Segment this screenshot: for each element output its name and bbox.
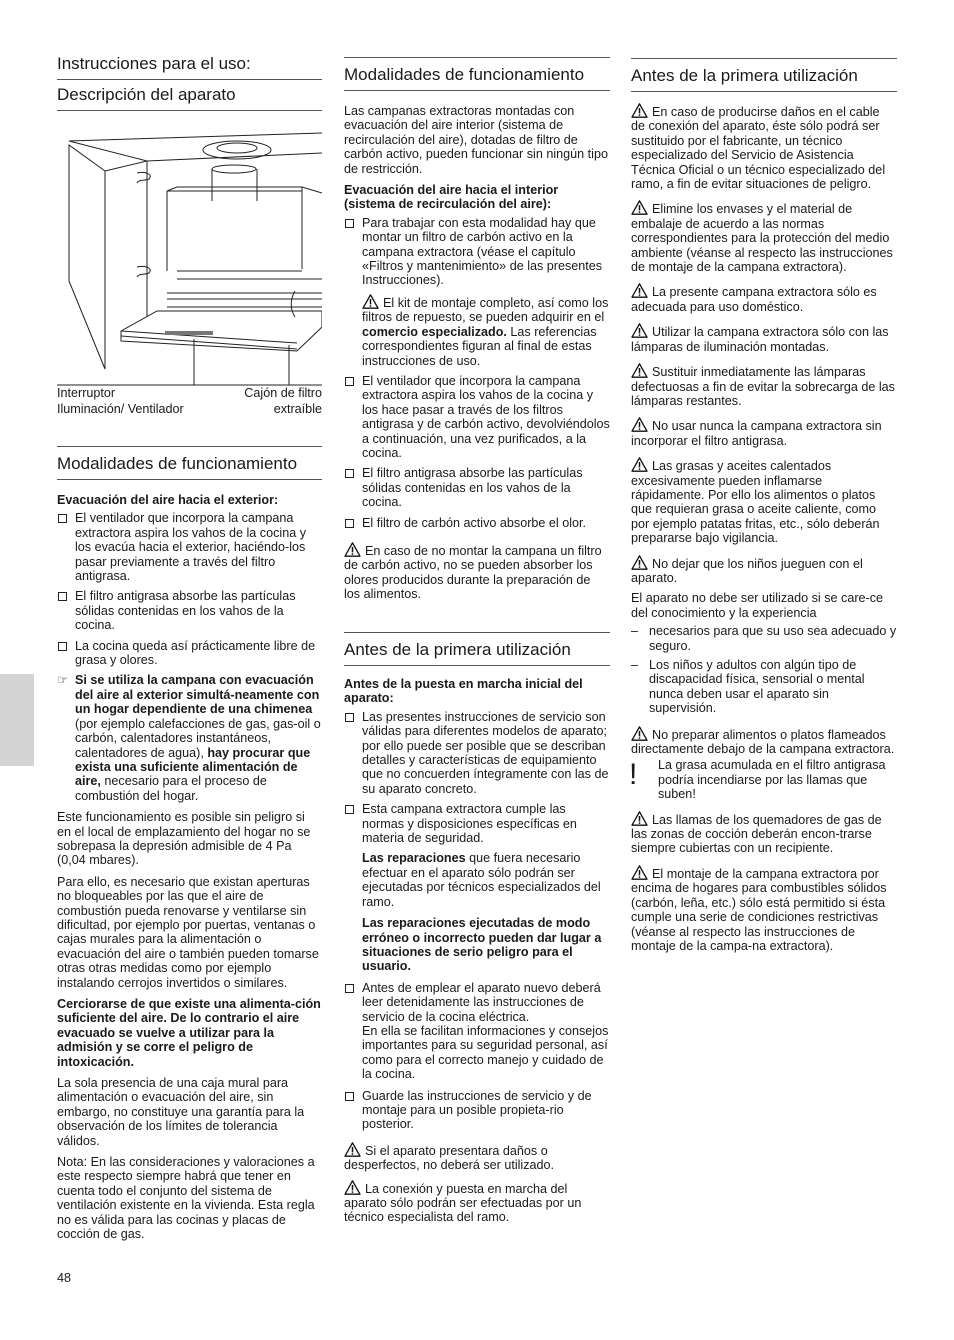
paragraph: En ella se facilitan informaciones y consejos importantes para su seguridad personal, así como para el correcto manejo y cuidado de la cocina. (362, 1023, 609, 1082)
hood-figure (57, 131, 322, 391)
warning-children: No dejar que los niños jueguen con el aparato. (631, 556, 863, 585)
warning-icon (631, 811, 648, 826)
heading-description: Descripción del aparato (57, 85, 322, 111)
warning-icon (631, 555, 648, 570)
warning-icon (362, 294, 379, 309)
warning-icon (631, 457, 648, 472)
heading-operating-modes-2: Modalidades de funcionamiento (344, 57, 610, 91)
subheading-exhaust: Evacuación del aire hacia el exterior: (57, 493, 279, 507)
paragraph: Nota: En las consideraciones y valoraciones a este respecto siempre habrá que tener en cuenta todo el conjunto del sistema de ventilación existente en la vivienda. Esta regla no es válida para las cocinas y placas de cocción de gas. (57, 1155, 315, 1242)
list-item: Guarde las instrucciones de servicio y de montaje para un posible propieta-rio posterior. (344, 1089, 610, 1132)
pointing-hand-icon: ☞ (57, 673, 69, 688)
warning-icon (631, 417, 648, 432)
paragraph: Este funcionamiento es posible sin peligro si en el local de emplazamiento del hogar no se sobrepasa la depresión admisible de 4 Pa (0,04 mbares). (57, 810, 311, 868)
label-switch: Interruptor (57, 386, 116, 400)
list-item: Para trabajar con esta modalidad hay que montar un filtro de carbón activo en la campana extractora (véase el capítulo «Filtros y mantenimiento» de las presentes Instrucciones). (344, 216, 610, 288)
repairs-note: Las reparaciones que fuera necesario efectuar en el aparato sólo podrán ser ejecutadas por técnicos especializados del ramo. (362, 851, 601, 909)
hood-illustration (57, 131, 322, 391)
warning-packaging: Elimine los envases y el material de embalaje de acuerdo a las normas correspondientes para la protección del medio ambiente (véanse al respecto las instrucciones de montaje de la campana extractora). (631, 202, 893, 275)
chimney-note: ☞ Si se utiliza la campana con evacuación del aire al exterior simultá-neamente con un hogar dependiente de una chimenea (por ejemplo calefacciones de gas, gas-oil o carbón, calentadores instantáneos, calentadores de agua), hay procurar que exista una suficiente alimentación de aire, necesario para el proceso de combustión del hogar. (57, 673, 321, 803)
list-item: El filtro antigrasa absorbe las partículas sólidas contenidas en los vahos de la cocina. (57, 589, 322, 632)
list-item: Esta campana extractora cumple las normas y disposiciones específicas en materia de seguridad. (344, 802, 610, 845)
list-item: El filtro antigrasa absorbe las partículas sólidas contenidas en los vahos de la cocina. (344, 466, 610, 509)
list-item: El ventilador que incorpora la campana extractora aspira los vahos de la cocina y los hace pasar a través de los filtros antigrasa y de carbón activo, devolviéndolos a continuación, una vez purificados, a la cocina. (344, 374, 610, 460)
warning-gas-flames: Las llamas de los quemadores de gas de las zonas de cocción deberán encon-trarse siempre cubiertas con un recipiente. (631, 812, 882, 856)
warning-paragraph: Cerciorarse de que existe una alimenta-ción suficiente del aire. De lo contrario el aire evacuado se vuelve a utilizar para la admisión y se corre el peligro de intoxicación. (57, 997, 321, 1069)
heading-instructions: Instrucciones para el uso: (57, 54, 322, 80)
heading-before-first-use: Antes de la primera utilización (344, 632, 610, 666)
warning-icon (631, 283, 648, 298)
subheading-recirculation: Evacuación del aire hacia el interior (sistema de recirculación del aire): (344, 183, 559, 212)
warning-lamps-mounted: Utilizar la campana extractora sólo con las lámparas de iluminación montadas. (631, 325, 889, 354)
warning-grease-filter: No usar nunca la campana extractora sin incorporar el filtro antigrasa. (631, 419, 882, 448)
paragraph: Para ello, es necesario que existan aperturas no bloqueables por las que el aire de combustión pueda renovarse y ventilarse sin dificultad, por ejemplo por puertas, ventanas o cajas murales para la alimentación o evacuación del aire o también pueden tomarse otras otras medidas como por ejemplo instalando cerrojos invertidos o similares. (57, 874, 319, 990)
section-tab-marker (0, 674, 34, 766)
warning-damaged: Si el aparato presentara daños o desperfectos, no deberá ser utilizado. (344, 1143, 555, 1173)
paragraph: Las campanas extractoras montadas con evacuación del aire interior (sistema de recirculación del aire), dotadas de filtro de carbón activo, pueden funcionar sin ningún tipo de restricción. (344, 104, 608, 176)
paragraph: La sola presencia de una caja mural para alimentación o evacuación del aire, sin embargo, no constituye una garantía para la observación de los límites de tolerancia válidos. (57, 1076, 305, 1148)
warning-icon (344, 542, 361, 557)
warning-no-carbon: En caso de no montar la campana un filtro de carbón activo, no se pueden absorber los olores producidos durante la preparación de los alimentos. (344, 543, 602, 602)
list-item: Antes de emplear el aparato nuevo deberá leer detenidamente las instrucciones de servicio de la cocina eléctrica. (344, 981, 610, 1024)
warning-domestic: La presente campana extractora sólo es adecuada para uso doméstico. (631, 285, 877, 314)
warning-replace-lamps: Sustituir inmediatamente las lámparas defectuosas a fin de evitar la sobrecarga de las lámparas restantes. (631, 365, 895, 408)
warning-icon (631, 103, 648, 118)
warning-hot-oil: Las grasas y aceites calentados excesivamente pueden inflamarse rápidamente. Por ello los alimentos o platos que requieran grasa o aceite caliente, como por ejemplo patatas fritas, etc., sólo deberán prepararse bajo vigilancia. (631, 459, 880, 546)
list-item: El ventilador que incorpora la campana extractora aspira los vahos de la cocina y los evacúa hacia el exterior, haciéndo-los pasar previamente a través del filtro antigrasa. (57, 511, 322, 583)
list-item: El filtro de carbón activo absorbe el olor. (344, 516, 610, 530)
heading-before-first-use-2: Antes de la primera utilización (631, 58, 897, 92)
list-item: – necesarios para que su uso sea adecuado y seguro. (631, 624, 897, 653)
repairs-warning: Las reparaciones ejecutadas de modo erróneo o incorrecto pueden dar lugar a situaciones de serio peligro para el usuario. (362, 916, 602, 974)
list-item: Las presentes instrucciones de servicio son válidas para diferentes modelos de aparato; por ello puede ser posible que se describan detalles y características de equipamiento que no concuerden íntegramente con las de su aparato concreto. (344, 710, 610, 796)
label-filter-drawer: Cajón de filtro (244, 386, 322, 400)
warning-icon (631, 200, 648, 215)
warning-icon (344, 1180, 361, 1195)
exclamation-icon: ! (629, 758, 638, 792)
paragraph: El aparato no debe ser utilizado si se care-ce del conocimiento y la experiencia (631, 591, 884, 620)
list-item: – Los niños y adultos con algún tipo de discapacidad física, sensorial o mental nunca deben usar el aparato sin supervisión. (631, 658, 897, 716)
fire-caution: ! La grasa acumulada en el filtro antigrasa podría incendiarse por las llamas que suben! (629, 758, 886, 802)
warning-icon (344, 1142, 361, 1157)
warning-icon (631, 363, 648, 378)
warning-solid-fuel: El montaje de la campana extractora por encima de hogares para combustibles sólidos (carbón, leña, etc.) sólo está permitido si ésta cumple una serie de condiciones restrictivas (véanse al respecto las instrucciones de montaje de la campa-na extractora). (631, 866, 887, 953)
warning-cable: En caso de producirse daños en el cable de conexión del aparato, éste sólo podrá ser sustituido por el fabricante, un técnico especializado del Servicio de Asistencia Técnica Oficial o un técnico especializado del ramo, a fin de evitar situaciones de peligro. (631, 105, 886, 192)
warning-icon (631, 323, 648, 338)
warning-icon (631, 865, 648, 880)
list-item: La cocina queda así prácticamente libre de grasa y olores. (57, 639, 322, 668)
page-number: 48 (57, 1271, 72, 1285)
warning-connection: La conexión y puesta en marcha del aparato sólo podrán ser efectuadas por un técnico especialista del ramo. (344, 1181, 582, 1225)
subheading-before-startup: Antes de la puesta en marcha inicial del aparato: (344, 677, 583, 706)
label-lighting-fan: Iluminación/ Ventilador (57, 401, 184, 416)
label-removable: extraíble (273, 401, 322, 416)
warning-kit: El kit de montaje completo, así como los filtros de repuesto, se pueden adquirir en el comercio especializado. Las referencias correspondientes figuran al final de estas instrucciones de uso. (362, 295, 609, 368)
warning-icon (631, 726, 648, 741)
heading-operating-modes: Modalidades de funcionamiento (57, 446, 322, 480)
warning-flambe: No preparar alimentos o platos flameados directamente debajo de la campana extractora. (631, 727, 895, 757)
